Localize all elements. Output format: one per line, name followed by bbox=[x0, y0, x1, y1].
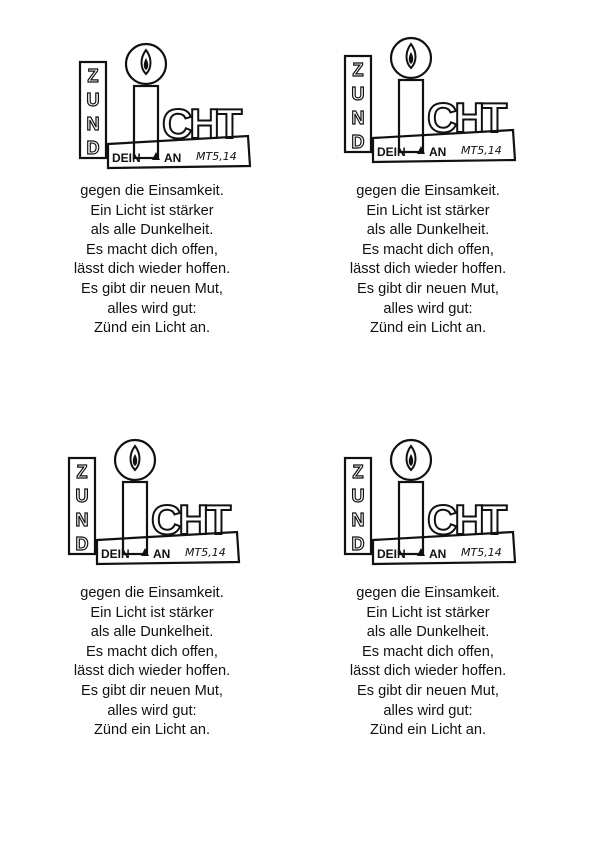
poem-line: Es gibt dir neuen Mut, bbox=[357, 280, 499, 297]
logo-lower-line: DEIN bbox=[101, 547, 130, 561]
poem-line: Ein Licht ist stärker bbox=[90, 202, 214, 219]
logo-letter-u: U bbox=[86, 90, 100, 110]
poem-line: lässt dich wieder hoffen. bbox=[73, 663, 231, 680]
logo-word: CHT bbox=[162, 100, 240, 147]
poem-line: Es macht dich offen, bbox=[86, 643, 218, 660]
logo-letter-z: Z bbox=[352, 60, 364, 80]
poem-line: Es gibt dir neuen Mut, bbox=[81, 682, 223, 699]
logo-drawing bbox=[343, 436, 518, 566]
logo-reference: MT5,14 bbox=[461, 546, 502, 559]
logo-letter-u: U bbox=[351, 486, 365, 506]
poem-line: Es macht dich offen, bbox=[362, 241, 494, 258]
logo-lower-line-end: AN bbox=[164, 151, 182, 165]
poem-line: lässt dich wieder hoffen. bbox=[349, 663, 507, 680]
logo-letter-d: D bbox=[351, 132, 365, 152]
logo-letter-u: U bbox=[351, 84, 365, 104]
logo-letter-d: D bbox=[75, 534, 89, 554]
poem-line: als alle Dunkelheit. bbox=[90, 222, 214, 239]
poem-line: Es macht dich offen, bbox=[86, 241, 218, 258]
logo-lower-line: DEIN bbox=[377, 547, 406, 561]
zuend-licht-logo bbox=[343, 34, 518, 164]
logo-word: CHT bbox=[427, 496, 505, 543]
logo-lower-line-end: AN bbox=[153, 547, 171, 561]
logo-letter-u: U bbox=[75, 486, 89, 506]
logo-lower-line-end: AN bbox=[429, 145, 447, 159]
poem-line: gegen die Einsamkeit. bbox=[356, 183, 500, 199]
poem-line: Es gibt dir neuen Mut, bbox=[357, 682, 499, 699]
poem-line: Zünd ein Licht an. bbox=[93, 722, 211, 739]
poem bbox=[318, 584, 538, 741]
logo-reference: MT5,14 bbox=[461, 144, 502, 157]
poem-line: alles wird gut: bbox=[383, 300, 473, 317]
poem-line: lässt dich wieder hoffen. bbox=[349, 261, 507, 278]
logo-reference: MT5,14 bbox=[196, 150, 237, 163]
logo-lower-line-end: AN bbox=[429, 547, 447, 561]
poem-line: als alle Dunkelheit. bbox=[366, 624, 490, 641]
logo-letter-d: D bbox=[86, 138, 100, 158]
logo-letter-z: Z bbox=[352, 462, 364, 482]
poem-line: Ein Licht ist stärker bbox=[366, 202, 490, 219]
poem-line: als alle Dunkelheit. bbox=[90, 624, 214, 641]
logo-letter-z: Z bbox=[76, 462, 88, 482]
zuend-licht-logo bbox=[78, 40, 253, 170]
logo-letter-d: D bbox=[351, 534, 365, 554]
zuend-licht-logo bbox=[343, 436, 518, 566]
candle-icon bbox=[399, 482, 423, 554]
poem-line: Ein Licht ist stärker bbox=[366, 604, 490, 621]
poem-line: alles wird gut: bbox=[107, 300, 197, 317]
logo-lower-line: DEIN bbox=[112, 151, 141, 165]
logo-drawing bbox=[67, 436, 242, 566]
logo-letter-n: N bbox=[351, 108, 365, 128]
poem-line: Ein Licht ist stärker bbox=[90, 604, 214, 621]
logo-letter-n: N bbox=[351, 510, 365, 530]
logo-lower-line: DEIN bbox=[377, 145, 406, 159]
poem-line: alles wird gut: bbox=[107, 702, 197, 719]
poem bbox=[42, 584, 262, 741]
poem-line: gegen die Einsamkeit. bbox=[356, 585, 500, 601]
logo-drawing bbox=[78, 40, 253, 170]
poem bbox=[42, 182, 262, 339]
candle-icon bbox=[134, 86, 158, 158]
logo-reference: MT5,14 bbox=[185, 546, 226, 559]
logo-word: CHT bbox=[151, 496, 229, 543]
candle-icon bbox=[399, 80, 423, 152]
poem-line: gegen die Einsamkeit. bbox=[80, 183, 224, 199]
logo-letter-z: Z bbox=[87, 66, 99, 86]
logo-word: CHT bbox=[427, 94, 505, 141]
poem-line: Es gibt dir neuen Mut, bbox=[81, 280, 223, 297]
logo-drawing bbox=[343, 34, 518, 164]
poem-line: als alle Dunkelheit. bbox=[366, 222, 490, 239]
candle-icon bbox=[123, 482, 147, 554]
poem-line: alles wird gut: bbox=[383, 702, 473, 719]
logo-letter-n: N bbox=[86, 114, 100, 134]
poem-line: lässt dich wieder hoffen. bbox=[73, 261, 231, 278]
poem bbox=[318, 182, 538, 339]
poem-line: Zünd ein Licht an. bbox=[93, 320, 211, 337]
poem-line: Zünd ein Licht an. bbox=[369, 320, 487, 337]
poem-line: gegen die Einsamkeit. bbox=[80, 585, 224, 601]
poem-line: Es macht dich offen, bbox=[362, 643, 494, 660]
poem-line: Zünd ein Licht an. bbox=[369, 722, 487, 739]
zuend-licht-logo bbox=[67, 436, 242, 566]
logo-letter-n: N bbox=[75, 510, 89, 530]
